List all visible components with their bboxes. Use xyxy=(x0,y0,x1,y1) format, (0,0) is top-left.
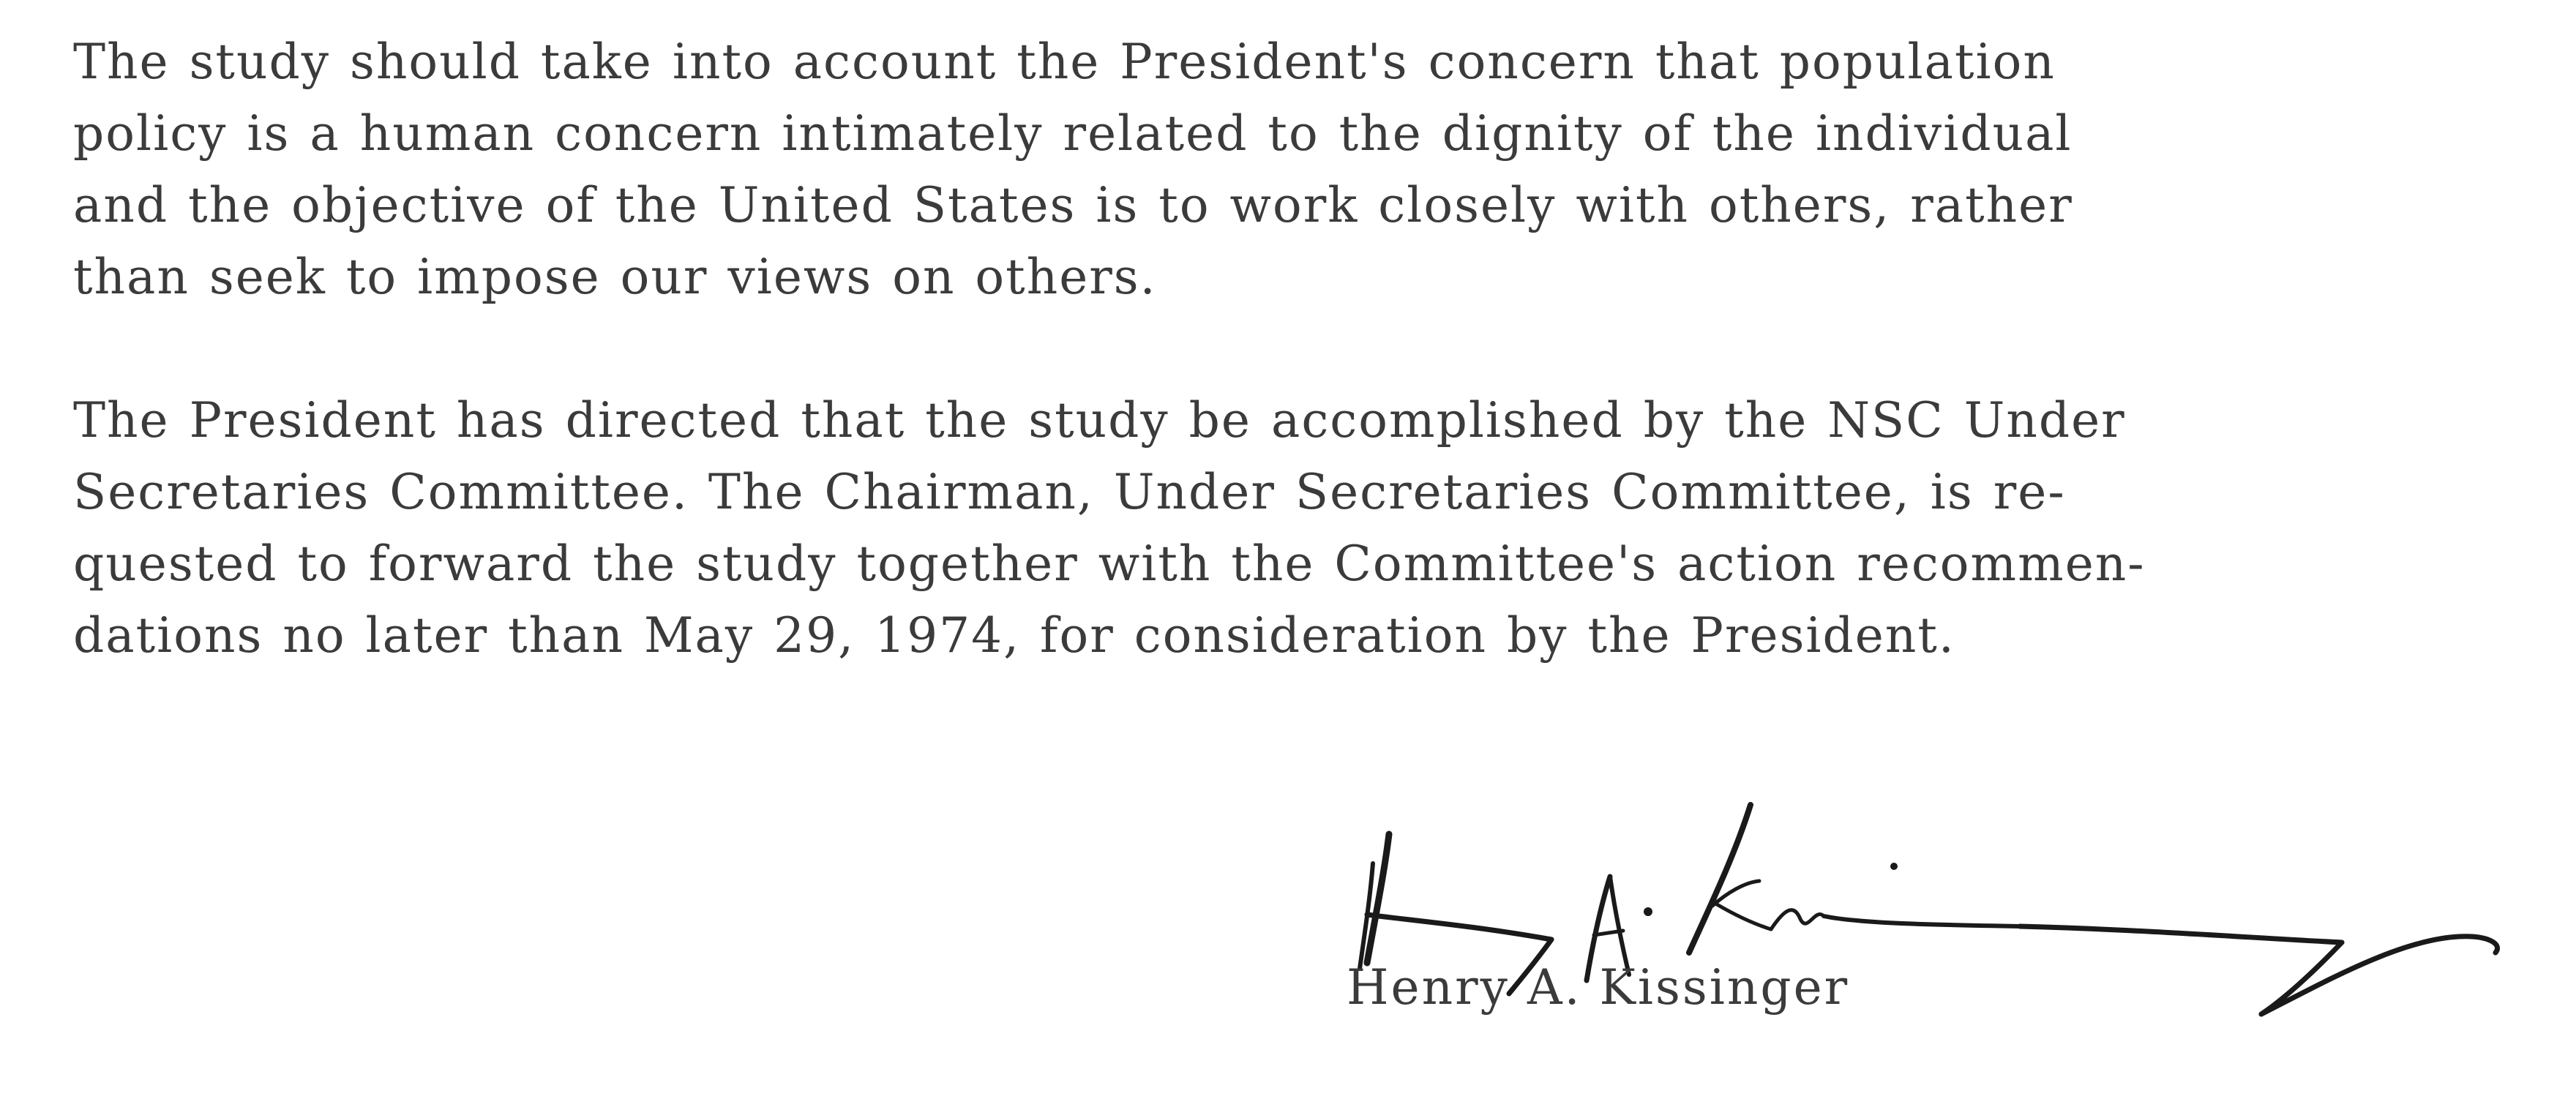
signature-block xyxy=(1303,761,2561,1054)
text-line: than seek to impose our views on others. xyxy=(73,249,1157,305)
body-paragraph xyxy=(73,26,2561,313)
text-line: quested to forward the study together with the Committee's action recommen- xyxy=(73,536,2146,592)
text-line: The President has directed that the study be accomplished by the NSC Under xyxy=(73,392,2126,449)
text-line: The study should take into account the President's concern that population xyxy=(73,34,2056,90)
text-line: and the objective of the United States is to work closely with others, rather xyxy=(73,177,2073,233)
text-line: Secretaries Committee. The Chairman, Under Secretaries Committee, is re- xyxy=(73,464,2066,520)
text-line: policy is a human concern intimately related to the dignity of the individual xyxy=(73,105,2073,162)
signer-name: Henry A. Kissinger xyxy=(1347,959,1850,1016)
body-paragraph xyxy=(73,385,2561,672)
text-line: dations no later than May 29, 1974, for consideration by the President. xyxy=(73,607,1955,664)
